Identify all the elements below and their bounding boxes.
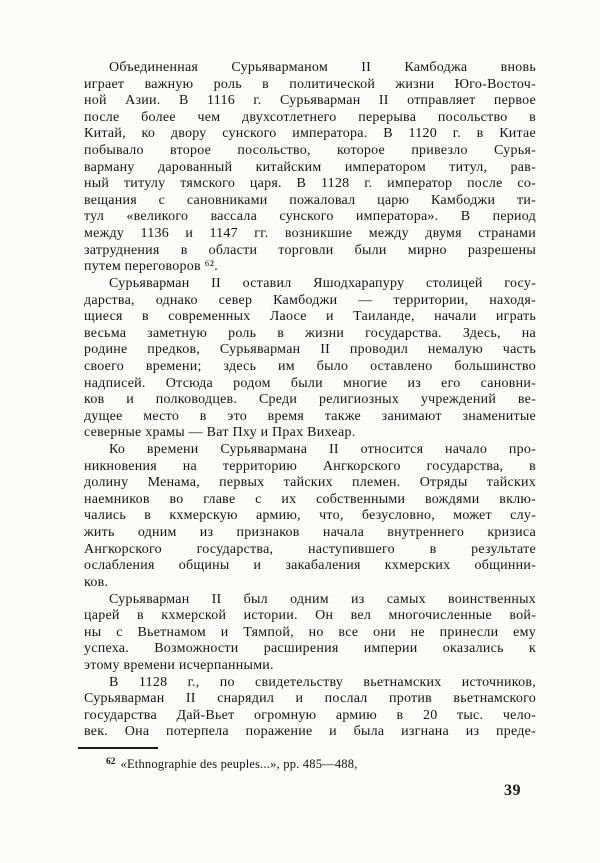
text-line: долину Менама, первых тайских племен. Отряды тайских [84,475,536,491]
text-line: вещания с сановниками пожаловал царю Камбоджи ти- [84,192,536,208]
text-line: весьма заметную роль в жизни государства. Здесь, на [84,325,536,341]
text-line: В 1128 г., по свидетельству вьетнамских источников, [109,674,536,690]
body-text [84,60,536,741]
text-line: ков. [84,574,109,590]
text-line: дущее место в это время также занимают знаменитые [84,408,536,424]
footnote-marker: 62 [106,757,116,767]
text-line: затруднения в области торговли были мирно разрешены [84,242,536,258]
text-line: ный титулу тямского царя. В 1128 г. император после со- [84,176,536,192]
text-line: Сурьяварман II снарядил и послал против вьетнамского [84,691,536,707]
text-line: век. Она потерпела поражение и была изгнана из преде- [84,724,536,740]
text-line: дарства, однако север Камбоджи — территории, находя- [84,292,536,308]
text-line: ны с Вьетнамом и Тямпой, но все они не принесли ему [84,624,536,640]
text-line: чались в кхмерскую армию, что, безусловно, может слу- [84,508,536,524]
text-line: этому времени исчерпанными. [84,657,274,673]
text-line: ослабления общины и закабаления кхмерских общинни- [84,558,536,574]
text-line: ной Азии. В 1116 г. Сурьяварман II отправляет первое [84,93,536,109]
text-line: государства Дай-Вьет огромную армию в 20 тыс. чело- [84,707,536,723]
text-line: Китай, ко двору сунского императора. В 1120 г. в Китае [84,126,536,142]
text-line: северные храмы — Ват Пху и Прах Вихеар. [84,425,356,441]
text-line: после более чем двухсотлетнего перерыва посольство в [84,109,536,125]
page-number: 39 [504,782,521,799]
text-line: ков и полководцев. Среди религиозных учреждений ве- [84,392,536,408]
text-line: наемников во главе с их собственными вождями вклю- [84,491,536,507]
footnote [84,755,536,772]
text-line: побывало второе посольство, которое привезло Сурья- [84,143,536,159]
text-line: варману дарованный китайским императором титул, рав- [84,159,536,175]
footnote-separator [78,747,158,749]
text-line: между 1136 и 1147 гг. возникшие между двумя странами [84,226,536,242]
text-line: жить одним из признаков начала внутреннего кризиса [84,525,536,541]
text-line: успеха. Возможности расширения империи оказались к [84,641,536,657]
footnote-text: «Ethnographie des peuples...», pp. 485—488, [120,757,358,771]
text-line: надписей. Отсюда родом были многие из его сановни- [84,375,536,391]
text-line: царей в кхмерской истории. Он вел многочисленные вой- [84,608,536,624]
text-line: своего времени; здесь им было оставлено большинство [84,358,536,374]
text-line: никновения на территорию Ангкорского государства, в [84,458,536,474]
text-line: тул «великого вассала сунского императора». В период [84,209,536,225]
text-line: Сурьяварман II был одним из самых воинственных [109,591,536,607]
text-line: Ко времени Сурьявармана II относится начало про- [109,442,536,458]
text-line: Ангкорского государства, наступившего в результате [84,541,536,557]
text-line: родине предков, Сурьяварман II проводил немалую часть [84,342,536,358]
text-line: Объединенная Сурьяварманом II Камбоджа вновь [109,60,536,75]
text-line: играет важную роль в политической жизни Юго-Восточ- [84,76,536,92]
text-line: Сурьяварман II оставил Яшодхарапуру столицей госу- [109,275,536,291]
text-line: путем переговоров ⁶². [84,259,218,275]
text-line: щиеся в современных Лаосе и Таиланде, начали играть [84,309,536,325]
